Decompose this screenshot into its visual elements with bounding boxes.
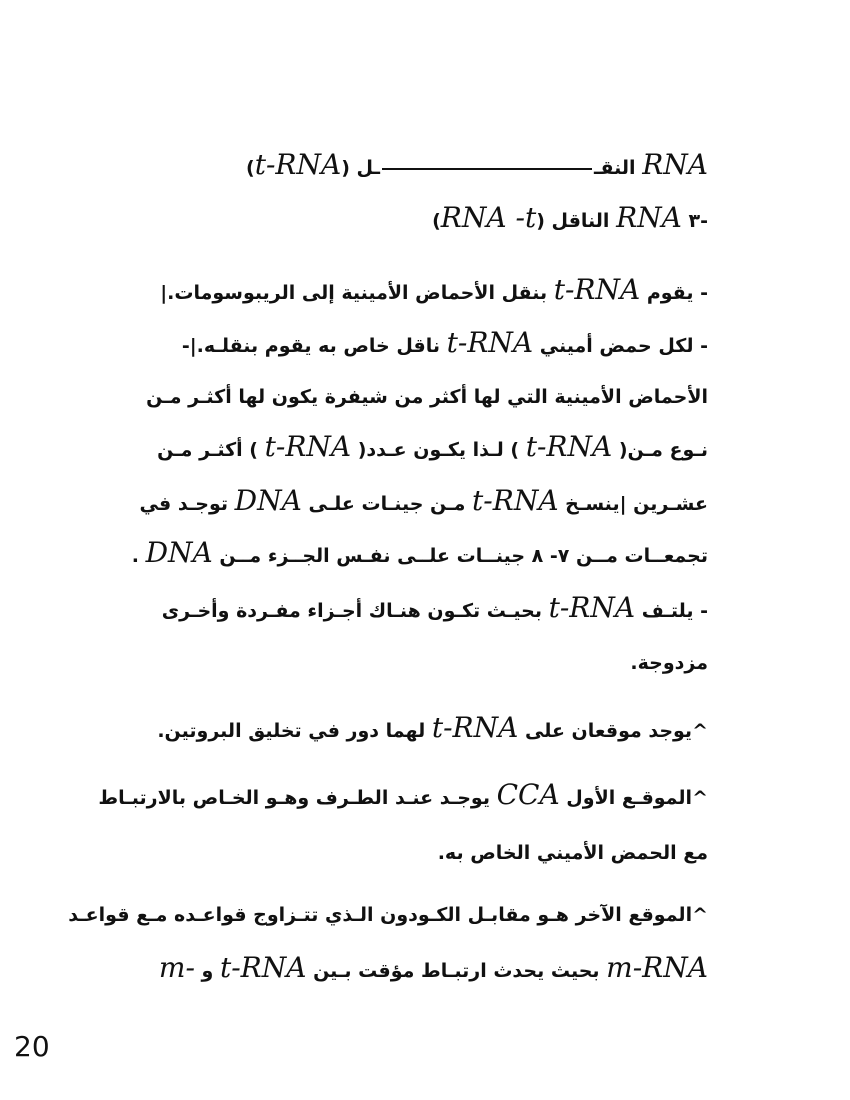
latin-term: t-RNA [431, 711, 519, 744]
latin-term: t-RNA [548, 591, 636, 624]
arabic-text: مـن جينـات علـى [301, 493, 473, 515]
arabic-text: ) [246, 157, 255, 179]
note-second-site-cont [118, 953, 708, 986]
note-first-site-cont [118, 838, 708, 868]
latin-term: CCA [496, 778, 560, 811]
bullet-trna-folding-cont [118, 648, 708, 678]
latin-term: t-RNA [472, 484, 559, 517]
latin-term: m-RNA [606, 951, 708, 984]
note-second-site [68, 900, 708, 930]
arabic-text: لهما دور في تخليق البروتين. [157, 720, 432, 742]
page-number: 20 [14, 1030, 50, 1063]
arabic-text: بنقل الأحماض الأمينية إلى الريبوسومات.| [160, 282, 554, 304]
arabic-text: ناقل خاص به يقوم بنقلـه.|- [181, 335, 447, 357]
note-first-site [98, 778, 708, 813]
latin-term: t-RNA [219, 951, 307, 984]
latin-term: t-RNA [553, 273, 641, 306]
latin-term: t-RNA [446, 326, 534, 359]
arabic-text: عشـرين |ينسـخ [558, 493, 708, 515]
latin-term: RNA [642, 148, 708, 181]
arabic-text: يوجـد عنـد الطـرف وهـو الخـاص بالارتبـاط [98, 787, 497, 809]
arabic-text: ^الموقـع الأول [559, 787, 708, 809]
latin-term: t-RNA [525, 430, 613, 463]
arabic-text: مزدوجة. [630, 652, 708, 674]
arabic-text: ) أكثـر مـن [157, 439, 265, 461]
arabic-text: توجـد في [139, 493, 235, 515]
arabic-text: الناقل ( [536, 210, 617, 232]
bullet-trna-folding [118, 593, 708, 626]
arabic-text: ) [432, 210, 441, 232]
arabic-text: ) لـذا يكـون عـدد( [351, 439, 526, 461]
latin-term: RNA -t [440, 201, 537, 234]
latin-term: DNA [145, 536, 213, 569]
arabic-text: ^يوجد موقعان على [518, 720, 708, 742]
bullet-trna-specific [118, 328, 708, 361]
note-two-sites [118, 713, 708, 746]
latin-term: t-RNA [264, 430, 352, 463]
arabic-text: - لكل حمض أميني [533, 335, 708, 357]
latin-term: RNA [616, 201, 682, 234]
arabic-text: ^الموقع الآخر هـو مقابـل الكـودون الـذي تتـزاوج قواعـده مـع قواعـد [68, 904, 708, 926]
section-3-heading [118, 203, 708, 236]
arabic-text: ـل ( [341, 157, 380, 179]
arabic-text: الأحماض الأمينية التي لها أكثر من شيفرة يكون لها أكثـر مـن [146, 386, 708, 408]
paragraph-line-3 [118, 486, 708, 519]
heading-rna-line [118, 150, 708, 183]
arabic-text: بحيـث تكـون هنـاك أجـزاء مفـردة وأخـرى [161, 600, 549, 622]
arabic-text: تجمعــات مــن ٧- ٨ جينــات علــى نفـس الجــزء مــن [212, 545, 708, 567]
arabic-text: . [131, 545, 146, 567]
paragraph-line-4 [118, 538, 708, 571]
paragraph-line-2 [118, 432, 708, 465]
arabic-text: -٣ [681, 210, 708, 232]
paragraph-line-1 [118, 382, 708, 412]
bullet-trna-transport [118, 275, 708, 308]
arabic-text: نـوع مـن( [612, 439, 708, 461]
arabic-text: و [194, 960, 220, 982]
arabic-text: مع الحمض الأميني الخاص به. [437, 842, 708, 864]
arabic-text: - يلتـف [635, 600, 708, 622]
latin-term: DNA [234, 484, 302, 517]
arabic-text: - يقوم [640, 282, 708, 304]
title-underline-rule [382, 168, 592, 170]
latin-term: t-RNA [254, 148, 342, 181]
arabic-text: بحيث يحدث ارتبـاط مؤقت بـين [306, 960, 607, 982]
arabic-text: النقـ [594, 157, 643, 179]
latin-term: m- [158, 951, 195, 984]
